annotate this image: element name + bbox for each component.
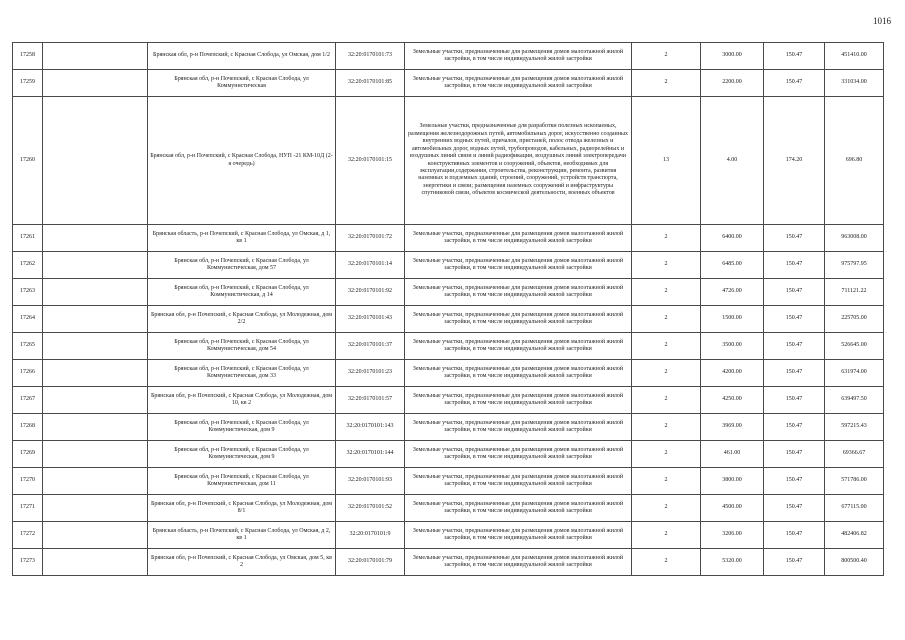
- group-code-cell: 2: [632, 414, 701, 441]
- land-use-purpose-cell: Земельные участки, предназначенные для размещения домов малоэтажной жилой застройки, в том числе индивидуальной жилой застройки: [405, 252, 632, 279]
- area-cell: 3800.00: [701, 468, 764, 495]
- address-cell: Брянская область, р-н Почепский, с Красная Слобода, ул Омская, д 2, кв 1: [148, 522, 336, 549]
- specific-value-cell: 150.47: [764, 306, 825, 333]
- cadastral-value-cell: 639497.50: [825, 387, 884, 414]
- group-code-cell: 2: [632, 522, 701, 549]
- cadastral-value-cell: 677115.00: [825, 495, 884, 522]
- empty-cell: [43, 549, 148, 576]
- area-cell: 5320.00: [701, 549, 764, 576]
- specific-value-cell: 150.47: [764, 225, 825, 252]
- specific-value-cell: 150.47: [764, 468, 825, 495]
- specific-value-cell: 150.47: [764, 495, 825, 522]
- registry-body: [13, 43, 884, 576]
- cadastral-number-cell: 32:20:0170101:92: [336, 279, 405, 306]
- area-cell: 3969.00: [701, 414, 764, 441]
- specific-value-cell: 150.47: [764, 333, 825, 360]
- address-cell: Брянская обл, р-н Почепский, с Красная Слобода, ул Омская, дом 5, кв 2: [148, 549, 336, 576]
- cadastral-number-cell: 32:20:0170101:14: [336, 252, 405, 279]
- area-cell: 2200.00: [701, 70, 764, 97]
- cadastral-value-cell: 696.80: [825, 97, 884, 225]
- cadastral-number-cell: 32:20:0170101:144: [336, 441, 405, 468]
- address-cell: Брянская обл, р-н Почепский, с Красная Слобода, ул Коммунистическая, дом 54: [148, 333, 336, 360]
- specific-value-cell: 150.47: [764, 549, 825, 576]
- record-id-cell: 17262: [13, 252, 43, 279]
- area-cell: 4200.00: [701, 360, 764, 387]
- record-id-cell: 17267: [13, 387, 43, 414]
- table-row: [13, 522, 884, 549]
- specific-value-cell: 150.47: [764, 414, 825, 441]
- cadastral-value-cell: 800500.40: [825, 549, 884, 576]
- cadastral-value-cell: 331034.00: [825, 70, 884, 97]
- empty-cell: [43, 43, 148, 70]
- record-id-cell: 17273: [13, 549, 43, 576]
- cadastral-value-cell: 963008.00: [825, 225, 884, 252]
- land-use-purpose-cell: Земельные участки, предназначенные для размещения домов малоэтажной жилой застройки, в том числе индивидуальной жилой застройки: [405, 225, 632, 252]
- area-cell: 3500.00: [701, 333, 764, 360]
- area-cell: 4250.00: [701, 387, 764, 414]
- table-row: [13, 387, 884, 414]
- specific-value-cell: 150.47: [764, 522, 825, 549]
- area-cell: 461.00: [701, 441, 764, 468]
- area-cell: 1500.00: [701, 306, 764, 333]
- cadastral-number-cell: 32:20:0170101:143: [336, 414, 405, 441]
- land-use-purpose-cell: Земельные участки, предназначенные для размещения домов малоэтажной жилой застройки, в том числе индивидуальной жилой застройки: [405, 43, 632, 70]
- record-id-cell: 17266: [13, 360, 43, 387]
- cadastral-value-cell: 631974.00: [825, 360, 884, 387]
- land-use-purpose-cell: Земельные участки, предназначенные для размещения домов малоэтажной жилой застройки, в том числе индивидуальной жилой застройки: [405, 468, 632, 495]
- land-use-purpose-cell: Земельные участки, предназначенные для размещения домов малоэтажной жилой застройки, в том числе индивидуальной жилой застройки: [405, 441, 632, 468]
- group-code-cell: 2: [632, 360, 701, 387]
- address-cell: Брянская обл, р-н Почепский, с Красная Слобода, ул Коммунистическая, дом 9: [148, 441, 336, 468]
- cadastral-number-cell: 32:20:0170101:43: [336, 306, 405, 333]
- area-cell: 6400.00: [701, 225, 764, 252]
- table-row: [13, 252, 884, 279]
- area-cell: 6485.00: [701, 252, 764, 279]
- record-id-cell: 17265: [13, 333, 43, 360]
- area-cell: 4.00: [701, 97, 764, 225]
- record-id-cell: 17269: [13, 441, 43, 468]
- area-cell: 3206.00: [701, 522, 764, 549]
- record-id-cell: 17263: [13, 279, 43, 306]
- group-code-cell: 2: [632, 279, 701, 306]
- cadastral-value-cell: 597215.43: [825, 414, 884, 441]
- record-id-cell: 17268: [13, 414, 43, 441]
- table-row: [13, 279, 884, 306]
- group-code-cell: 2: [632, 333, 701, 360]
- group-code-cell: 2: [632, 441, 701, 468]
- table-row: [13, 225, 884, 252]
- empty-cell: [43, 522, 148, 549]
- address-cell: Брянская обл, р-н Почепский, с Красная Слобода, ул Молодежная, дом 10, кв 2: [148, 387, 336, 414]
- group-code-cell: 2: [632, 495, 701, 522]
- empty-cell: [43, 333, 148, 360]
- land-use-purpose-cell: Земельные участки, предназначенные для размещения домов малоэтажной жилой застройки, в том числе индивидуальной жилой застройки: [405, 522, 632, 549]
- cadastral-number-cell: 32:20:0170101:72: [336, 225, 405, 252]
- record-id-cell: 17259: [13, 70, 43, 97]
- area-cell: 3000.00: [701, 43, 764, 70]
- record-id-cell: 17271: [13, 495, 43, 522]
- land-use-purpose-cell: Земельные участки, предназначенные для размещения домов малоэтажной жилой застройки, в том числе индивидуальной жилой застройки: [405, 360, 632, 387]
- land-use-purpose-cell: Земельные участки, предназначенные для размещения домов малоэтажной жилой застройки, в том числе индивидуальной жилой застройки: [405, 333, 632, 360]
- land-use-purpose-cell: Земельные участки, предназначенные для разработки полезных ископаемых, размещения железнодорожных путей, автомобильных дорог, искусственно созданных внутренних водных путей, причалов, пристаней, полос отвода железных и автомобильных дорог, водных путей, трубопроводов, кабельных, радиорелейных и воздушных линий связи и линий радиофикации, воздушных линий электропередачи конструктивных элементов и сооружений, объектов, необходимых для эксплуатации,содержания, строительства, реконструкции, ремонта, развития наземных и подземных зданий, строений, сооружений, устройств транспорта, энергетики и связи; размещения наземных сооружений и инфраструктуры спутниковой связи, объектов космической деятельности, военных объектов: [405, 97, 632, 225]
- table-row: [13, 441, 884, 468]
- address-cell: Брянская обл, р-н Почепский, с Красная Слобода, ул Молодежная, дом 8/1: [148, 495, 336, 522]
- group-code-cell: 2: [632, 43, 701, 70]
- address-cell: Брянская обл, р-н Почепский, с Красная Слобода, ул Омская, дом 1/2: [148, 43, 336, 70]
- cadastral-value-cell: 526645.00: [825, 333, 884, 360]
- empty-cell: [43, 70, 148, 97]
- specific-value-cell: 150.47: [764, 441, 825, 468]
- table-row: [13, 414, 884, 441]
- area-cell: 4726.00: [701, 279, 764, 306]
- table-row: [13, 306, 884, 333]
- address-cell: Брянская область, р-н Почепский, с Красная Слобода, ул Омская, д 1, кв 1: [148, 225, 336, 252]
- record-id-cell: 17261: [13, 225, 43, 252]
- specific-value-cell: 150.47: [764, 252, 825, 279]
- cadastral-number-cell: 32:20:0170101:37: [336, 333, 405, 360]
- table-row: [13, 549, 884, 576]
- page-number: 1016: [873, 16, 891, 26]
- group-code-cell: 2: [632, 225, 701, 252]
- table-row: [13, 495, 884, 522]
- empty-cell: [43, 441, 148, 468]
- address-cell: Брянская обл, р-н Почепский, с Красная Слобода, ул Молодежная, дом 2/2: [148, 306, 336, 333]
- empty-cell: [43, 468, 148, 495]
- cadastral-value-cell: 451410.00: [825, 43, 884, 70]
- record-id-cell: 17258: [13, 43, 43, 70]
- specific-value-cell: 150.47: [764, 70, 825, 97]
- land-registry-table: [12, 42, 884, 576]
- table-row: [13, 468, 884, 495]
- cadastral-number-cell: 32:20:0170101:9: [336, 522, 405, 549]
- empty-cell: [43, 97, 148, 225]
- specific-value-cell: 150.47: [764, 279, 825, 306]
- table-row: [13, 43, 884, 70]
- cadastral-number-cell: 32:20:0170101:73: [336, 43, 405, 70]
- land-use-purpose-cell: Земельные участки, предназначенные для размещения домов малоэтажной жилой застройки, в том числе индивидуальной жилой застройки: [405, 70, 632, 97]
- specific-value-cell: 150.47: [764, 387, 825, 414]
- empty-cell: [43, 387, 148, 414]
- land-use-purpose-cell: Земельные участки, предназначенные для размещения домов малоэтажной жилой застройки, в том числе индивидуальной жилой застройки: [405, 387, 632, 414]
- specific-value-cell: 150.47: [764, 360, 825, 387]
- address-cell: Брянская обл, р-н Почепский, с Красная Слобода, ул Коммунистическая: [148, 70, 336, 97]
- cadastral-number-cell: 32:20:0170101:79: [336, 549, 405, 576]
- address-cell: Брянская обл, р-н Почепский, с Красная Слобода, ул Коммунистическая, дом 9: [148, 414, 336, 441]
- group-code-cell: 2: [632, 387, 701, 414]
- empty-cell: [43, 279, 148, 306]
- cadastral-number-cell: 32:20:0170101:23: [336, 360, 405, 387]
- land-use-purpose-cell: Земельные участки, предназначенные для размещения домов малоэтажной жилой застройки, в том числе индивидуальной жилой застройки: [405, 549, 632, 576]
- land-use-purpose-cell: Земельные участки, предназначенные для размещения домов малоэтажной жилой застройки, в том числе индивидуальной жилой застройки: [405, 414, 632, 441]
- table-row: [13, 70, 884, 97]
- cadastral-number-cell: 32:20:0170101:57: [336, 387, 405, 414]
- empty-cell: [43, 252, 148, 279]
- empty-cell: [43, 360, 148, 387]
- record-id-cell: 17272: [13, 522, 43, 549]
- group-code-cell: 2: [632, 70, 701, 97]
- record-id-cell: 17260: [13, 97, 43, 225]
- land-use-purpose-cell: Земельные участки, предназначенные для размещения домов малоэтажной жилой застройки, в том числе индивидуальной жилой застройки: [405, 306, 632, 333]
- group-code-cell: 2: [632, 252, 701, 279]
- specific-value-cell: 150.47: [764, 43, 825, 70]
- table-row: [13, 360, 884, 387]
- empty-cell: [43, 414, 148, 441]
- group-code-cell: 2: [632, 306, 701, 333]
- area-cell: 4500.00: [701, 495, 764, 522]
- empty-cell: [43, 306, 148, 333]
- cadastral-number-cell: 32:20:0170101:52: [336, 495, 405, 522]
- group-code-cell: 13: [632, 97, 701, 225]
- table-row: [13, 333, 884, 360]
- address-cell: Брянская обл, р-н Почепский, с Красная Слобода, ул Коммунистическая, дом 57: [148, 252, 336, 279]
- cadastral-value-cell: 711121.22: [825, 279, 884, 306]
- cadastral-value-cell: 975797.95: [825, 252, 884, 279]
- address-cell: Брянская обл, р-н Почепский, с Красная Слобода, ул Коммунистическая, дом 11: [148, 468, 336, 495]
- address-cell: Брянская обл, р-н Почепский, с Красная Слобода, ул Коммунистическая, дом 33: [148, 360, 336, 387]
- address-cell: Брянская обл, р-н Почепский, с Красная Слобода, ул Коммунистическая, д 14: [148, 279, 336, 306]
- specific-value-cell: 174.20: [764, 97, 825, 225]
- cadastral-number-cell: 32:20:0170101:85: [336, 70, 405, 97]
- record-id-cell: 17270: [13, 468, 43, 495]
- table-row: [13, 97, 884, 225]
- address-cell: Брянская обл, р-н Почепский, с Красная Слобода, НУП -21 КМ-10Д (2-я очередь): [148, 97, 336, 225]
- cadastral-number-cell: 32:20:0170101:15: [336, 97, 405, 225]
- empty-cell: [43, 225, 148, 252]
- land-use-purpose-cell: Земельные участки, предназначенные для размещения домов малоэтажной жилой застройки, в том числе индивидуальной жилой застройки: [405, 279, 632, 306]
- group-code-cell: 2: [632, 468, 701, 495]
- cadastral-value-cell: 571786.00: [825, 468, 884, 495]
- empty-cell: [43, 495, 148, 522]
- group-code-cell: 2: [632, 549, 701, 576]
- cadastral-value-cell: 225705.00: [825, 306, 884, 333]
- cadastral-number-cell: 32:20:0170101:93: [336, 468, 405, 495]
- land-use-purpose-cell: Земельные участки, предназначенные для размещения домов малоэтажной жилой застройки, в том числе индивидуальной жилой застройки: [405, 495, 632, 522]
- cadastral-value-cell: 482406.82: [825, 522, 884, 549]
- cadastral-value-cell: 69366.67: [825, 441, 884, 468]
- record-id-cell: 17264: [13, 306, 43, 333]
